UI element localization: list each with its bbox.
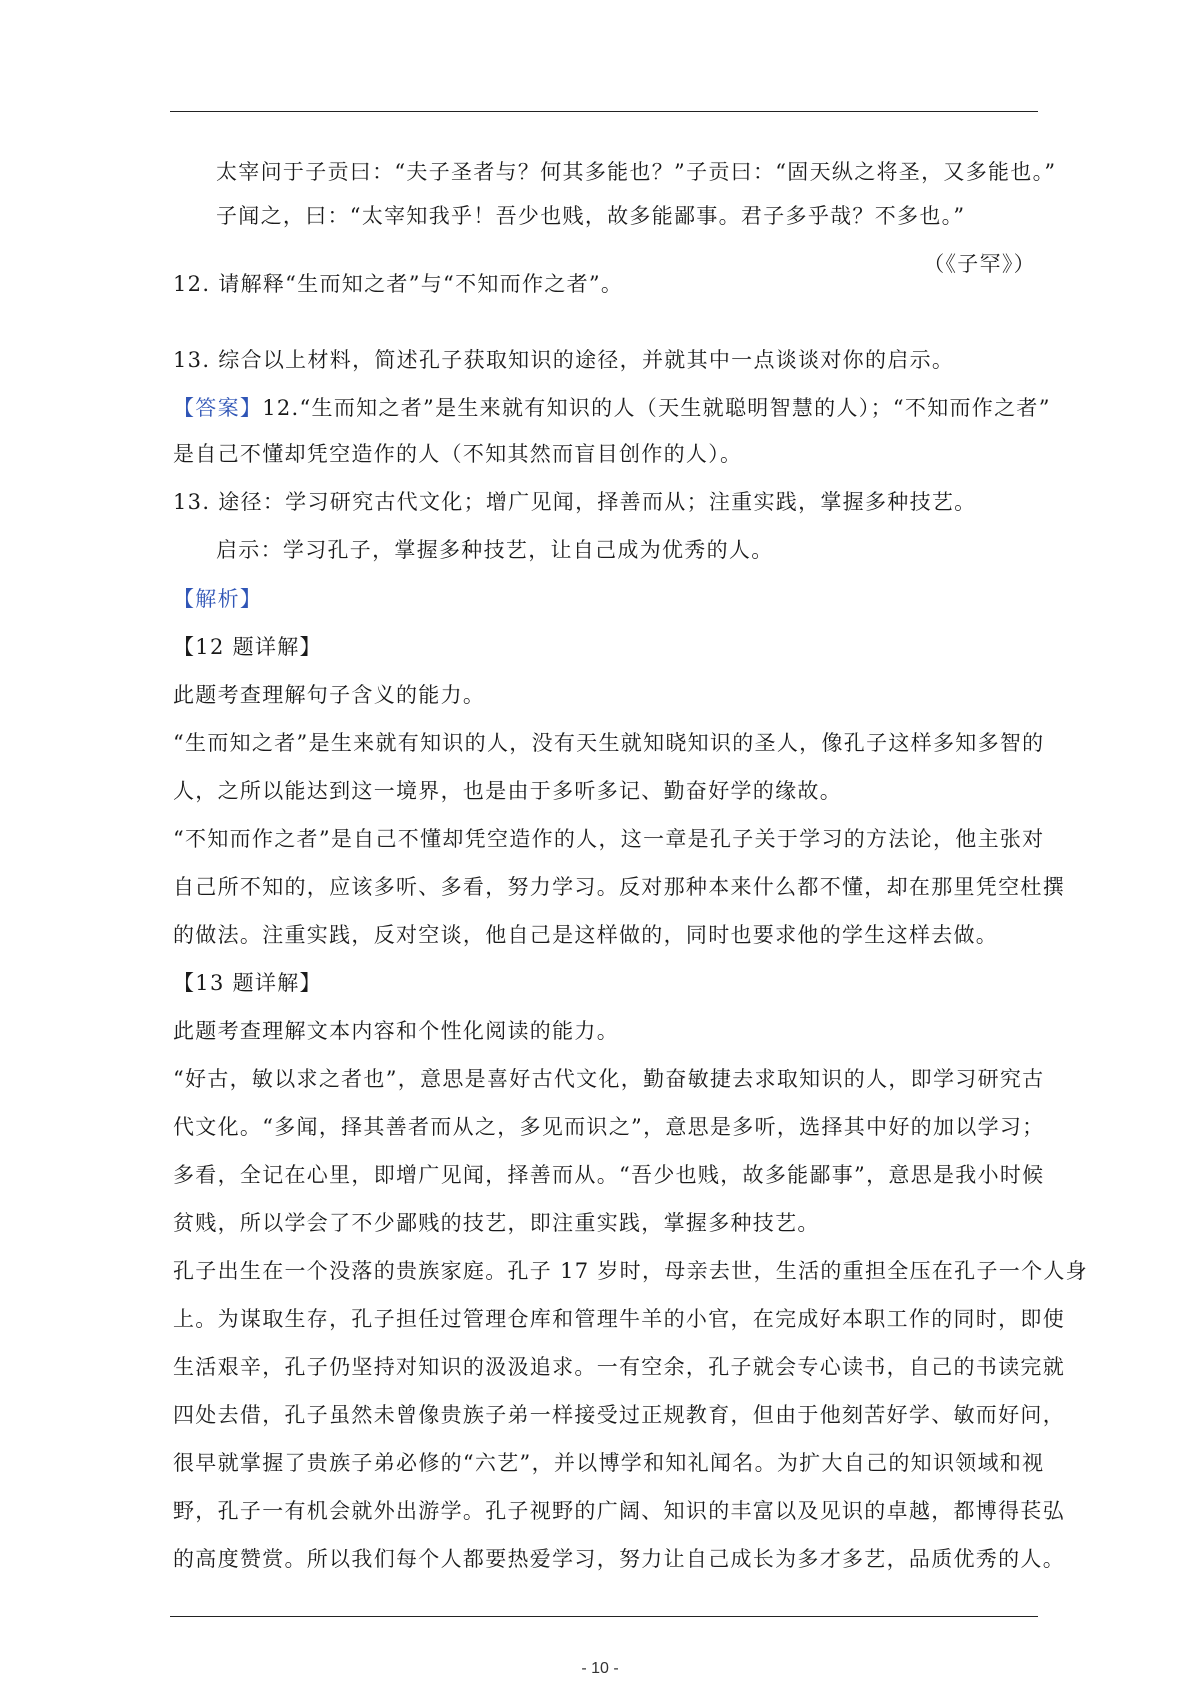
answer-tag: 【答案】	[173, 396, 263, 420]
quote-source: （《子罕》）	[923, 252, 1036, 276]
analysis-12-line: 此题考查理解句子含义的能力。	[173, 683, 486, 707]
quote-line-1: 太宰问于子贡曰：“夫子圣者与？何其多能也？”子贡曰：“固天纵之将圣，又多能也。”	[216, 160, 1057, 184]
question-13: 13. 综合以上材料，简述孔子获取知识的途径，并就其中一点谈谈对你的启示。	[173, 348, 955, 372]
analysis-13-line: 多看，全记在心里，即增广见闻，择善而从。“吾少也贱，故多能鄙事”，意思是我小时候	[173, 1163, 1045, 1187]
heading-12: 【12 题详解】	[173, 635, 322, 659]
header-rule	[170, 111, 1038, 112]
analysis-12-line: 的做法。注重实践，反对空谈，他自己是这样做的，同时也要求他的学生这样去做。	[173, 923, 999, 947]
analysis-13-line: 孔子出生在一个没落的贵族家庭。孔子 17 岁时，母亲去世，生活的重担全压在孔子一个人身	[173, 1259, 1088, 1283]
analysis-13-line: 此题考查理解文本内容和个性化阅读的能力。	[173, 1019, 619, 1043]
analysis-13-line: 上。为谋取生存，孔子担任过管理仓库和管理牛羊的小官，在完成好本职工作的同时，即使	[173, 1307, 1065, 1331]
quote-line-2: 子闻之，曰：“太宰知我乎！吾少也贱，故多能鄙事。君子多乎哉？不多也。”	[216, 204, 966, 228]
heading-13: 【13 题详解】	[173, 971, 322, 995]
answer-line-1	[173, 394, 1051, 422]
question-12: 12. 请解释“生而知之者”与“不知而作之者”。	[173, 272, 624, 296]
analysis-13-line: “好古，敏以求之者也”，意思是喜好古代文化，勤奋敏捷去求取知识的人，即学习研究古	[173, 1067, 1045, 1091]
analysis-13-line: 野，孔子一有机会就外出游学。孔子视野的广阔、知识的丰富以及见识的卓越，都博得苌弘	[173, 1499, 1065, 1523]
analysis-13-line: 四处去借，孔子虽然未曾像贵族子弟一样接受过正规教育，但由于他刻苦好学、敏而好问，	[173, 1403, 1065, 1427]
analysis-13-line: 生活艰辛，孔子仍坚持对知识的汲汲追求。一有空余，孔子就会专心读书，自己的书读完就	[173, 1355, 1065, 1379]
analysis-13-line: 代文化。“多闻，择其善者而从之，多见而识之”，意思是多听，选择其中好的加以学习；	[173, 1115, 1045, 1139]
answer-line-4: 启示：学习孔子，掌握多种技艺，让自己成为优秀的人。	[216, 538, 774, 562]
analysis-tag: 【解析】	[173, 587, 263, 611]
analysis-12-line: 自己所不知的，应该多听、多看，努力学习。反对那种本来什么都不懂，却在那里凭空杜撰	[173, 875, 1065, 899]
analysis-13-line: 的高度赞赏。所以我们每个人都要热爱学习，努力让自己成长为多才多艺，品质优秀的人。	[173, 1547, 1065, 1571]
answer-line-2: 是自己不懂却凭空造作的人（不知其然而盲目创作的人）。	[173, 442, 743, 466]
answer-line-3: 13. 途径：学习研究古代文化；增广见闻，择善而从；注重实践，掌握多种技艺。	[173, 490, 977, 514]
footer-rule	[170, 1616, 1038, 1617]
page-number: - 10 -	[581, 1660, 619, 1677]
answer-text-1: 12.“生而知之者”是生来就有知识的人（天生就聪明智慧的人）；“不知而作之者”	[262, 396, 1051, 420]
analysis-12-line: “不知而作之者”是自己不懂却凭空造作的人，这一章是孔子关于学习的方法论，他主张对	[173, 827, 1045, 851]
analysis-12-line: 人，之所以能达到这一境界，也是由于多听多记、勤奋好学的缘故。	[173, 779, 842, 803]
analysis-13-line: 很早就掌握了贵族子弟必修的“六艺”，并以博学和知礼闻名。为扩大自己的知识领域和视	[173, 1451, 1045, 1475]
analysis-12-line: “生而知之者”是生来就有知识的人，没有天生就知晓知识的圣人，像孔子这样多知多智的	[173, 731, 1045, 755]
analysis-13-line: 贫贱，所以学会了不少鄙贱的技艺，即注重实践，掌握多种技艺。	[173, 1211, 820, 1235]
